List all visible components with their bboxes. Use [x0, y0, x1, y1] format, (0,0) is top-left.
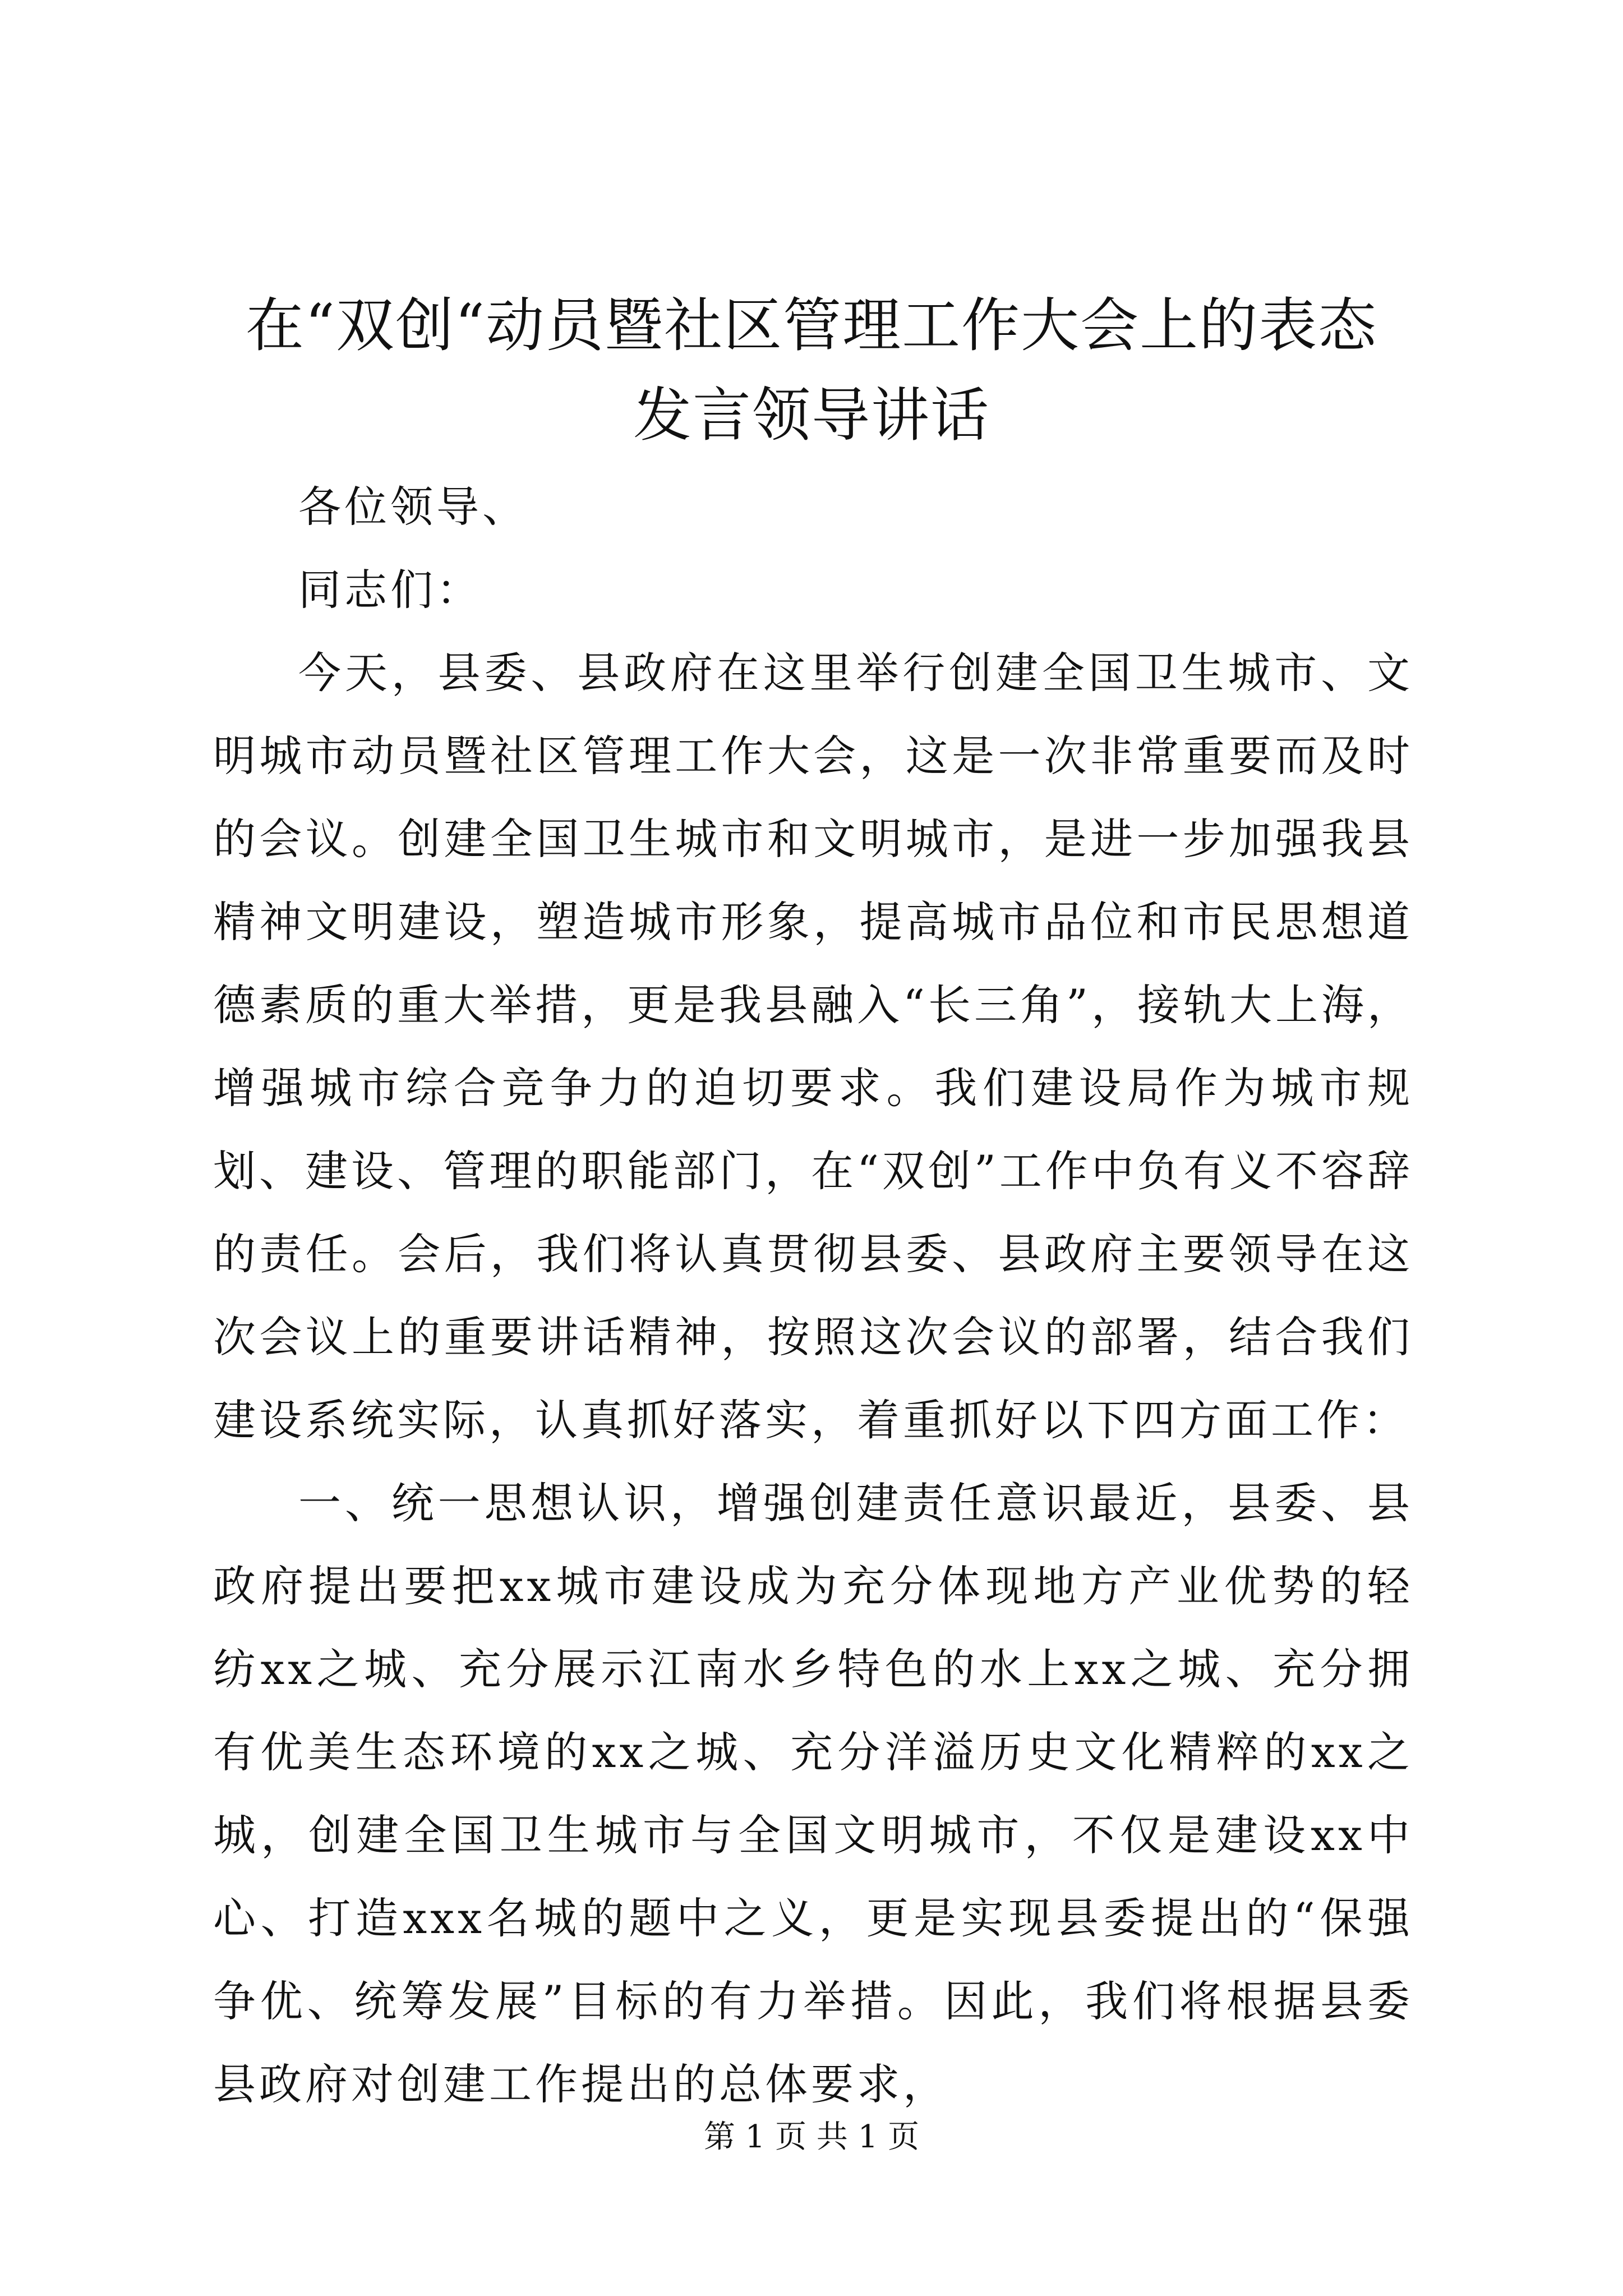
title-line-1: 在“双创“动员暨社区管理工作大会上的表态 [245, 291, 1378, 360]
body-paragraph-intro: 今天，县委、县政府在这里举行创建全国卫生城市、文明城市动员暨社区管理工作大会，这是一次非常重要而及时的会议。创建全国卫生城市和文明城市，是进一步加强我县精神文明建设，塑造城市形象，提高城市品位和市民思想道德素质的重大举措，更是我县融入“长三角”，接轨大上海，增强城市综合竞争力的迫切要求。我们建设局作为城市规划、建设、管理的职能部门，在“双创”工作中负有义不容辞的责任。会后，我们将认真贯彻县委、县政府主要领导在这次会议上的重要讲话精神，按照这次会议的部署，结合我们建设系统实际，认真抓好落实，着重抓好以下四方面工作： [213, 648, 1413, 1445]
page-footer: 第 1 页 共 1 页 [703, 2119, 920, 2155]
title-line-2: 发言领导讲话 [633, 381, 990, 449]
salutation-line-1: 各位领导、 [298, 482, 528, 532]
document-body [213, 466, 1413, 2126]
document-title [202, 280, 1421, 460]
salutation-line-2: 同志们： [298, 565, 482, 615]
body-paragraph-section-1: 一、统一思想认识，增强创建责任意识最近，县委、县政府提出要把xx城市建设成为充分体现地方产业优势的轻纺xx之城、充分展示江南水乡特色的水上xx之城、充分拥有优美生态环境的xx之城、充分洋溢历史文化精粹的xx之城，创建全国卫生城市与全国文明城市，不仅是建设xx中心、打造xxx名城的题中之义，更是实现县委提出的“保强争优、统筹发展”目标的有力举措。因此，我们将根据县委县政府对创建工作提出的总体要求， [213, 1478, 1413, 2109]
